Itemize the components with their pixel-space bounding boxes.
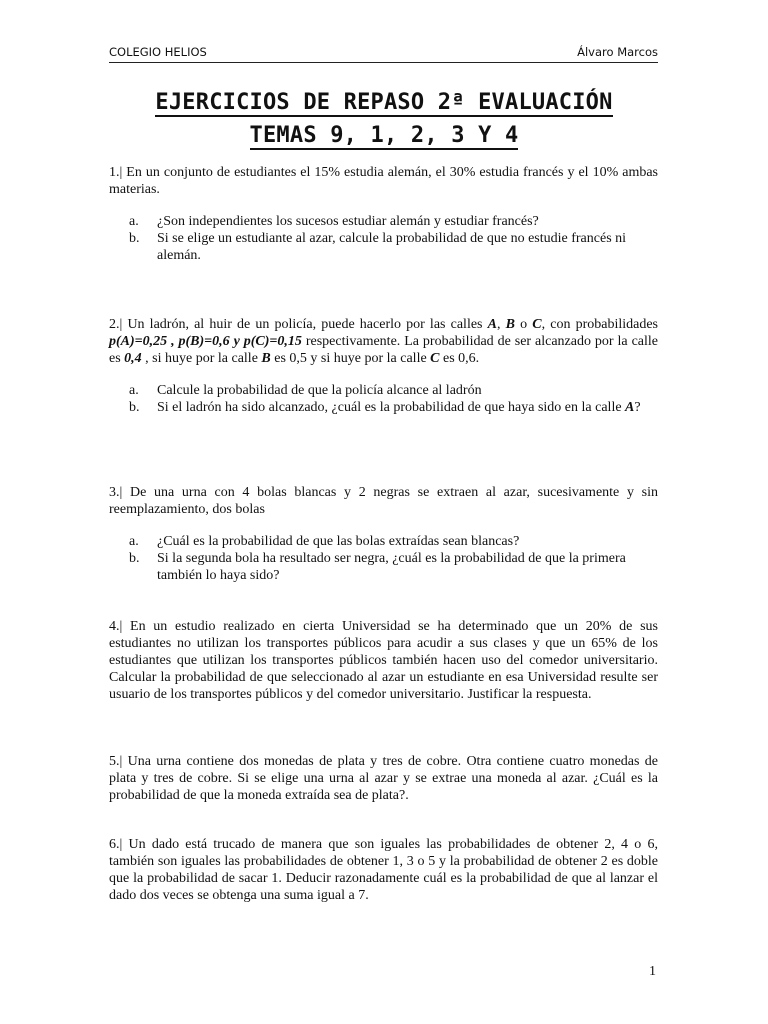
title-line-2: TEMAS 9, 1, 2, 3 Y 4	[249, 123, 519, 148]
exercise-1	[109, 164, 658, 264]
exercise-statement: 5.| Una urna contiene dos monedas de plata y tres de cobre. Otra contiene cuatro monedas de plata y tres de cobre. Si se elige una urna al azar y se extrae una moneda al azar. ¿Cuál es la probabilidad de que la moneda extraída sea de plata?.	[109, 754, 658, 803]
exercise-questions	[109, 533, 658, 584]
question-item: b. Si la segunda bola ha resultado ser negra, ¿cuál es la probabilidad de que la primera también lo haya sido?	[129, 551, 626, 583]
exercise-statement: 4.| En un estudio realizado en cierta Universidad se ha determinado que un 20% de sus estudiantes no utilizan los transportes públicos para acudir a sus clases y que un 65% de los estudiantes que utilizan los transportes públicos también hacen uso del comedor universitario. Calcular la probabilidad de que seleccionado al azar un estudiante en esa Universidad resulte ser usuario de los transportes públicos y del comedor universitario. Justificar la respuesta.	[109, 619, 658, 702]
exercise-statement: 2.| Un ladrón, al huir de un policía, puede hacerlo por las calles A, B o C, con probabilidades p(A)=0,25 , p(B)=0,6 y p(C)=0,15 respectivamente. La probabilidad de ser alcanzado por la calle es 0,4 , si huye por la calle B es 0,5 y si huye por la calle C es 0,6.	[109, 317, 659, 366]
exercise-statement: 1.| En un conjunto de estudiantes el 15% estudia alemán, el 30% estudia francés y el 10% ambas materias.	[109, 165, 658, 197]
page-number: 1	[649, 964, 656, 979]
question-item: b. Si se elige un estudiante al azar, calcule la probabilidad de que no estudie francés ni alemán.	[129, 231, 627, 263]
question-item: b. Si el ladrón ha sido alcanzado, ¿cuál es la probabilidad de que haya sido en la calle A?	[129, 400, 641, 415]
question-item: a. ¿Son independientes los sucesos estudiar alemán y estudiar francés?	[129, 214, 539, 229]
exercise-statement: 3.| De una urna con 4 bolas blancas y 2 negras se extraen al azar, sucesivamente y sin reemplazamiento, dos bolas	[109, 485, 658, 517]
exercise-4	[109, 618, 658, 703]
exercise-questions	[109, 213, 658, 264]
question-item: a. ¿Cuál es la probabilidad de que las bolas extraídas sean blancas?	[129, 534, 520, 549]
title-line-1: EJERCICIOS DE REPASO 2ª EVALUACIÓN	[155, 90, 613, 115]
header-school: COLEGIO HELIOS	[109, 45, 207, 59]
header-author: Álvaro Marcos	[577, 45, 658, 59]
exercise-5	[109, 753, 658, 804]
exercise-questions	[109, 382, 658, 416]
question-item: a. Calcule la probabilidad de que la policía alcance al ladrón	[129, 383, 482, 398]
page-header	[109, 41, 658, 63]
header-rule	[109, 62, 658, 63]
document-title	[60, 88, 708, 154]
exercise-6	[109, 836, 658, 904]
exercise-2	[109, 316, 658, 416]
exercise-statement: 6.| Un dado está trucado de manera que son iguales las probabilidades de obtener 2, 4 o 6, también son iguales las probabilidades de obtener 1, 3 o 5 y la probabilidad de obtener 2 es doble que la probabilidad de sacar 1. Deducir razonadamente cuál es la probabilidad de que al lanzar el dado dos veces se obtenga una suma igual a 7.	[109, 837, 658, 903]
exercise-3	[109, 484, 658, 584]
